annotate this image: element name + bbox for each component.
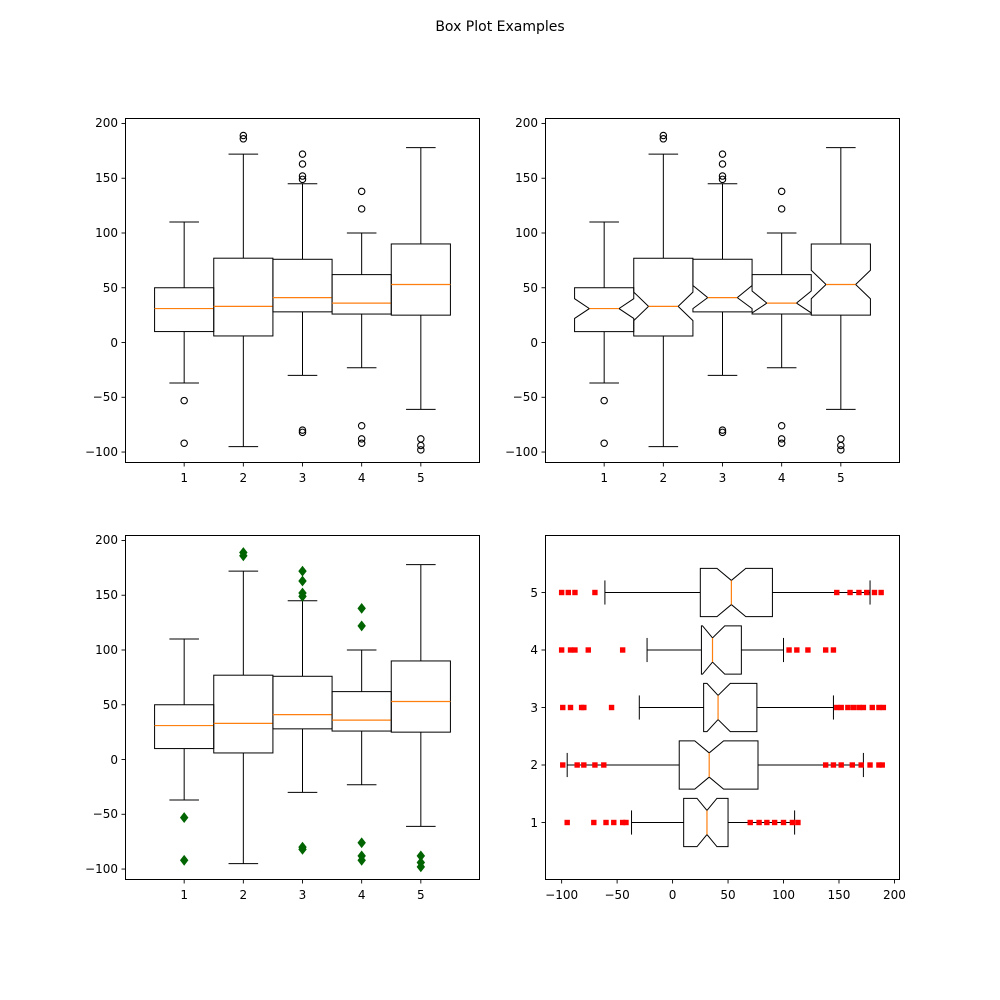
x-tick-label: −100 [545,888,579,902]
y-tick-label: 50 [522,280,538,295]
x-tick-label: 0 [668,888,677,902]
x-tick-label: 100 [772,888,795,902]
box-5 [559,568,883,616]
figure-title: Box Plot Examples [435,19,565,35]
x-tick-label: 3 [298,888,307,902]
y-tick-label: 100 [515,226,538,240]
x-tick-label: 5 [417,471,425,485]
x-tick-label: −50 [604,888,630,902]
x-tick-label: 2 [239,471,248,485]
x-tick-label: 4 [357,471,366,485]
y-tick-label: 4 [530,643,538,657]
y-tick-label: 150 [515,171,538,186]
y-tick-label: 5 [530,585,538,600]
x-tick-label: 4 [357,888,366,902]
y-tick-label: 3 [530,700,538,715]
y-tick-label: 150 [95,588,118,603]
y-tick-label: −50 [92,807,118,822]
box-2 [561,741,885,789]
y-tick-label: 200 [515,116,538,131]
x-tick-label: 3 [718,471,727,485]
x-tick-label: 2 [659,471,668,485]
x-tick-label: 1 [180,888,188,902]
x-tick-label: 5 [837,471,845,485]
box-3 [561,683,886,731]
y-tick-label: −50 [92,390,118,405]
x-tick-label: 3 [298,471,307,485]
y-tick-label: 200 [95,116,118,131]
y-tick-label: −50 [512,390,538,405]
x-tick-label: 150 [827,888,851,902]
y-tick-label: 100 [95,643,118,657]
y-tick-label: 100 [95,226,118,240]
y-tick-label: 200 [95,533,118,548]
x-tick-label: 1 [600,471,608,485]
y-tick-label: 0 [110,752,118,767]
x-tick-label: 4 [777,471,786,485]
box-1 [565,798,800,846]
y-tick-label: 150 [95,171,118,186]
x-tick-label: 200 [883,888,906,902]
y-tick-label: 0 [110,335,118,350]
y-tick-label: −100 [85,862,118,877]
box-4 [559,626,835,674]
x-tick-label: 1 [180,471,188,485]
y-tick-label: 50 [102,697,118,712]
y-tick-label: −100 [505,445,538,460]
y-tick-label: 0 [530,335,538,350]
y-tick-label: 1 [530,815,538,830]
x-tick-label: 5 [417,888,425,902]
y-tick-label: 50 [102,280,118,295]
y-tick-label: 2 [530,758,538,772]
x-tick-label: 50 [720,888,736,902]
y-tick-label: −100 [85,445,118,460]
x-tick-label: 2 [239,888,248,902]
